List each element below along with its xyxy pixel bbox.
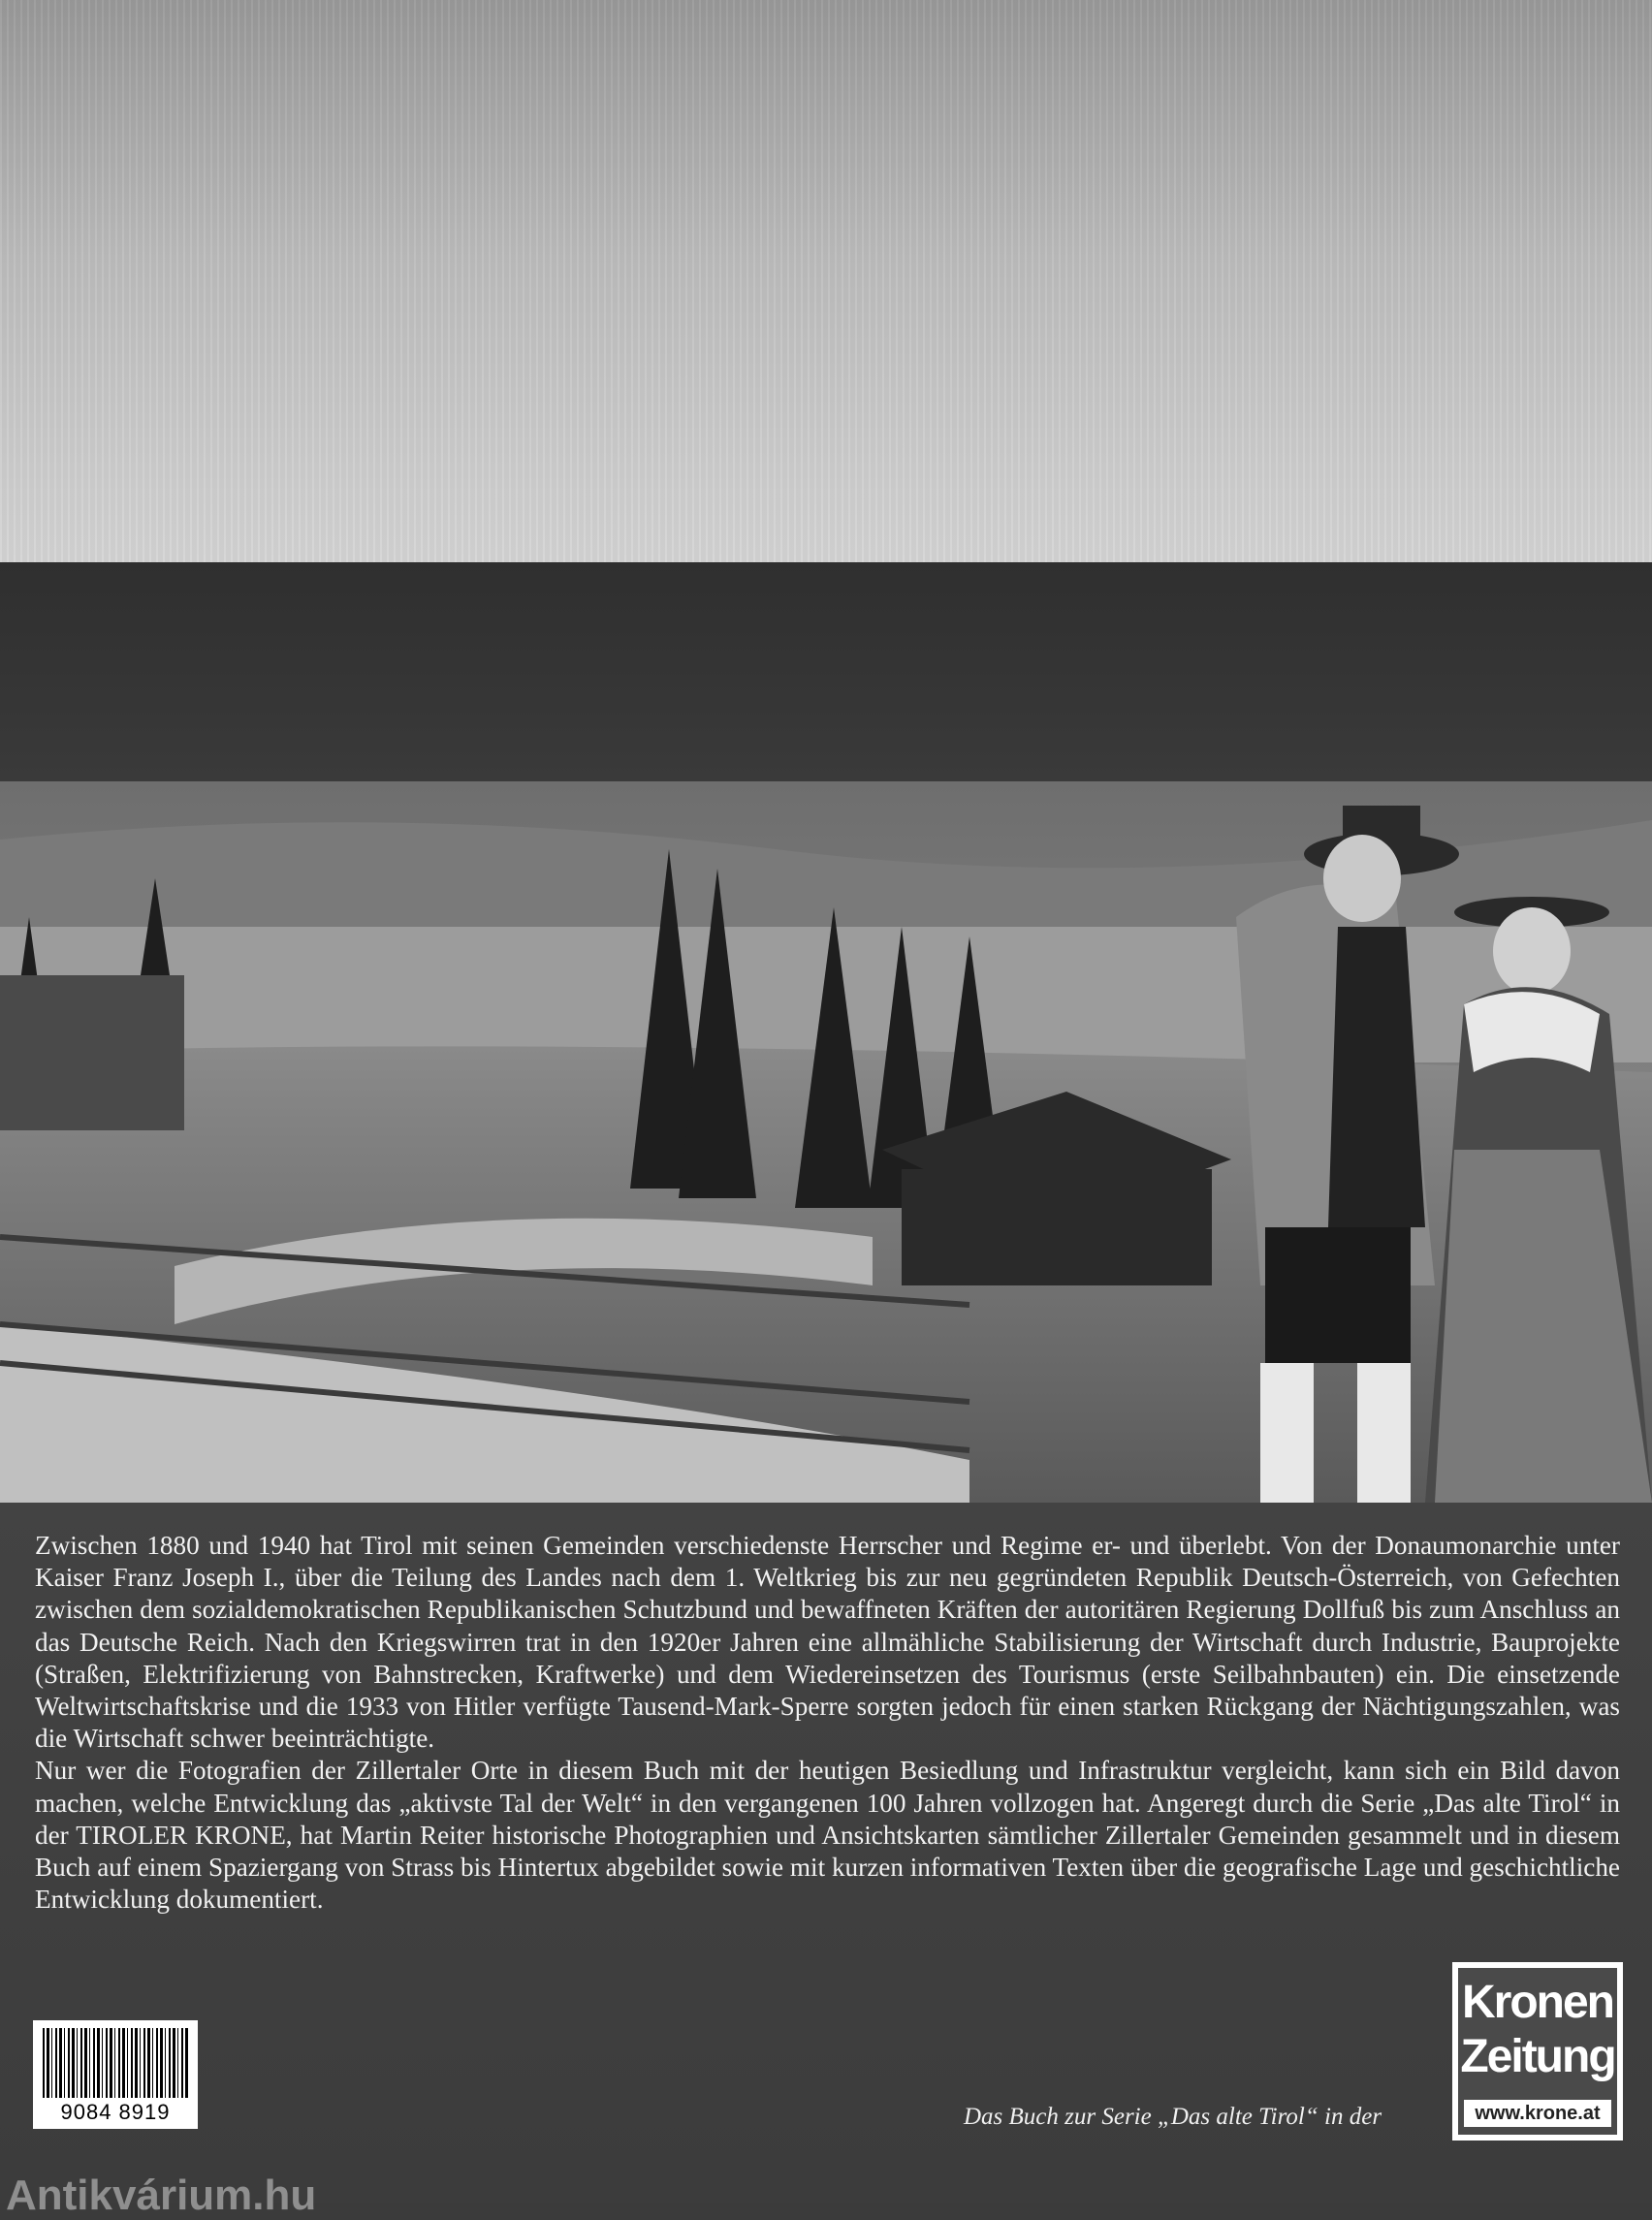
blurb-paragraph-2: Nur wer die Fotografien der Zillertaler Orte in diesem Buch mit der heutigen Besiedlung und Infrastruktur vergleicht, kann sich ein Bild davon machen, welche Entwicklung das „aktivste Tal der Welt“ in den vergangenen 100 Jahren vollzogen hat. Angeregt durch die Serie „Das alte Tirol“ in der TIROLER KRONE, hat Martin Reiter historische Photographien und Ansichtskarten sämtlicher Zillertaler Gemeinden gesammelt und in diesem Buch auf einem Spaziergang von Strass bis Hintertux abgebildet sowie mit kurzen informativen Texten über die geografische Lage und geschichtliche Entwicklung dokumentiert. xyxy=(35,1756,1620,1915)
blurb xyxy=(35,1530,1620,1916)
logo-line-1: Kronen xyxy=(1462,1977,1613,2028)
barcode-number: 9084 8919 xyxy=(60,2100,171,2124)
photo-illustration xyxy=(0,781,1652,1503)
blurb-paragraph-1: Zwischen 1880 und 1940 hat Tirol mit seinen Gemeinden verschiedenste Herrscher und Regime er- und überlebt. Von der Donaumonarchie unter Kaiser Franz Joseph I., über die Teilung des Landes nach dem 1. Weltkrieg bis zur neu gegründeten Republik Deutsch-Österreich, von Gefechten zwischen dem sozialdemokratischen Republikanischen Schutzbund und bewaffneten Kräften der autoritären Regierung Dollfuß bis zum Anschluss an das Deutsche Reich. Nach den Kriegswirren trat in den 1920er Jahren eine allmähliche Stabilisierung der Wirtschaft durch Industrie, Bauprojekte (Straßen, Elektrifizierung von Bahnstrecken, Kraftwerke) und dem Wiedereinsetzen des Tourismus (erste Seilbahnbauten) ein. Die einsetzende Weltwirtschaftskrise und die 1933 von Hitler verfügte Tausend-Mark-Sperre sorgten jedoch für einen starken Rückgang der Nächtigungszahlen, was die Wirtschaft schwer beeinträchtigte. xyxy=(35,1531,1620,1754)
barcode xyxy=(33,2020,198,2129)
historic-photo xyxy=(0,781,1652,1503)
kronen-zeitung-logo xyxy=(1452,1962,1623,2141)
watermark: Antikvárium.hu xyxy=(6,2172,317,2219)
logo-inner xyxy=(1458,1968,1617,2135)
logo-url: www.krone.at xyxy=(1464,2100,1611,2127)
top-paper-area xyxy=(0,0,1652,572)
dark-band xyxy=(0,562,1652,781)
barcode-bars xyxy=(43,2028,188,2098)
tagline: Das Buch zur Serie „Das alte Tirol“ in der xyxy=(964,2104,1382,2130)
logo-line-2: Zeitung xyxy=(1460,2031,1615,2082)
